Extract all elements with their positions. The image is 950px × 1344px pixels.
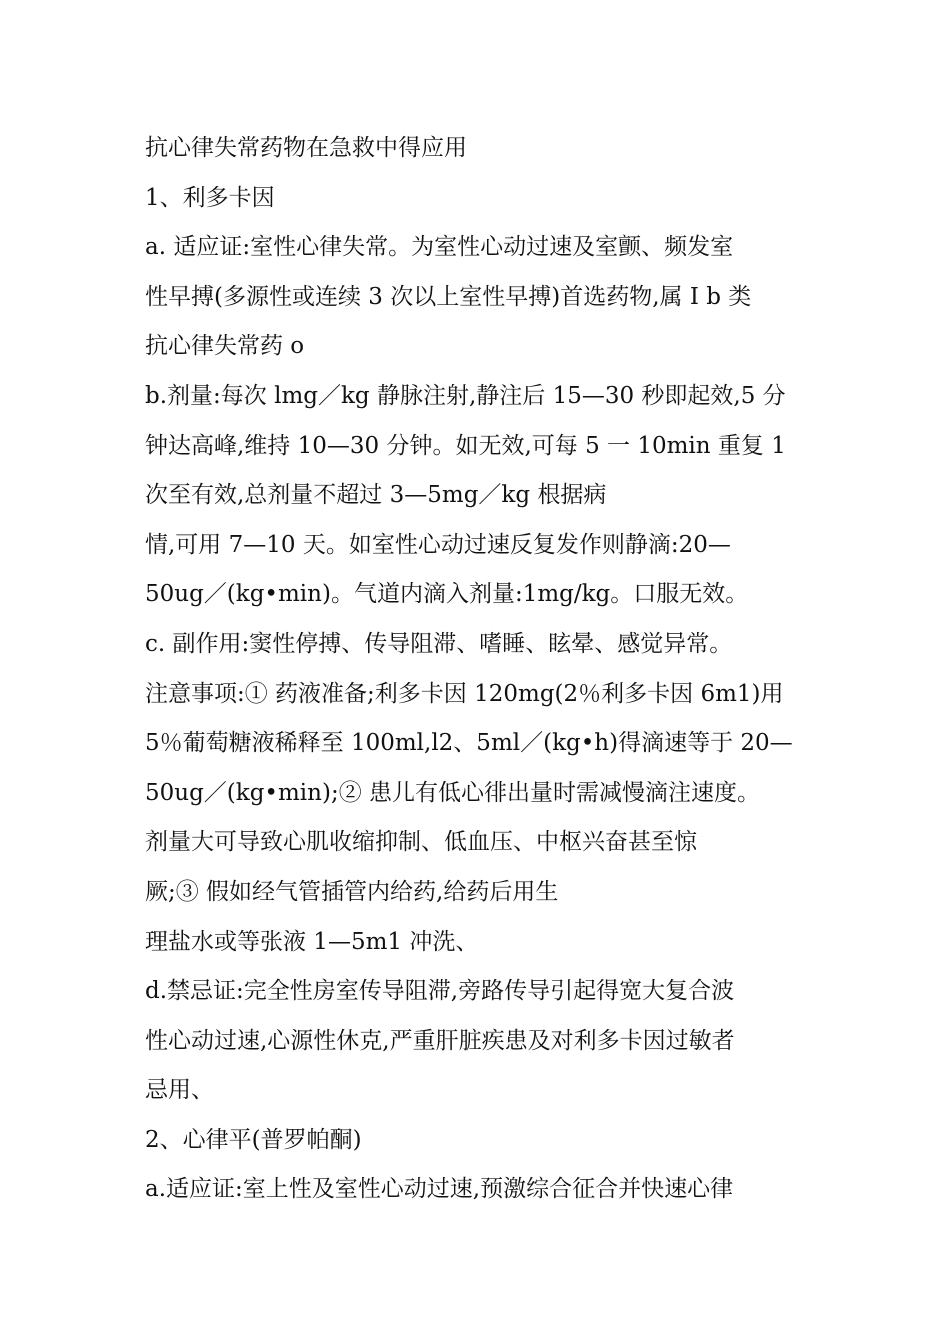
text-line: a.适应证:室上性及室性心动过速,预激综合征合并快速心律 xyxy=(145,1176,734,1203)
text-line: 5％葡萄糖液稀释至 100ml,l2、5ml／(kg•h)得滴速等于 20— xyxy=(145,730,793,757)
text-line: a. 适应证:室性心律失常。为室性心动过速及室颤、频发室 xyxy=(145,234,734,261)
text-line: 性心动过速,心源性休克,严重肝脏疾患及对利多卡因过敏者 xyxy=(145,1027,735,1054)
document-title: 抗心律失常药物在急救中得应用 xyxy=(145,135,467,161)
text-line: 50ug／(kg•min);② 患儿有低心徘出量时需减慢滴注速度。 xyxy=(145,779,761,806)
text-line: d.禁忌证:完全性房室传导阻滞,旁路传导引起得宽大复合波 xyxy=(145,978,735,1005)
text-line: 钟达高峰,维持 10—30 分钟。如无效,可每 5 一 10min 重复 1 xyxy=(145,432,786,459)
text-line: b.剂量:每次 lmg／kg 静脉注射,静注后 15—30 秒即起效,5 分 xyxy=(145,382,786,409)
text-line: 情,可用 7—10 天。如室性心动过速反复发作则静滴:20— xyxy=(145,531,731,558)
text-line: 忌用、 xyxy=(145,1077,214,1104)
text-line: 50ug／(kg•min)。气道内滴入剂量:1mg/kg。口服无效。 xyxy=(145,581,749,608)
section-heading-lidocaine: 1、利多卡因 xyxy=(145,184,275,211)
document-body xyxy=(145,124,810,1215)
text-line: 厥;③ 假如经气管插管内给药,给药后用生 xyxy=(145,878,559,905)
text-line: 理盐水或等张液 1—5m1 冲洗、 xyxy=(145,928,479,955)
text-line: 注意事项:① 药液准备;利多卡因 120mg(2％利多卡因 6m1)用 xyxy=(145,680,784,707)
text-line: 次至有效,总剂量不超过 3—5mg／kg 根据病 xyxy=(145,482,607,509)
text-line: 性早搏(多源性或连续 3 次以上室性早搏)首选药物,属 I b 类 xyxy=(145,283,752,310)
text-line: 抗心律失常药 o xyxy=(145,333,305,360)
text-line: 剂量大可导致心肌收缩抑制、低血压、中枢兴奋甚至惊 xyxy=(145,829,697,856)
section-heading-propafenone: 2、心律平(普罗帕酮) xyxy=(145,1126,362,1153)
text-line: c. 副作用:窦性停搏、传导阻滞、嗜睡、眩晕、感觉异常。 xyxy=(145,630,733,657)
